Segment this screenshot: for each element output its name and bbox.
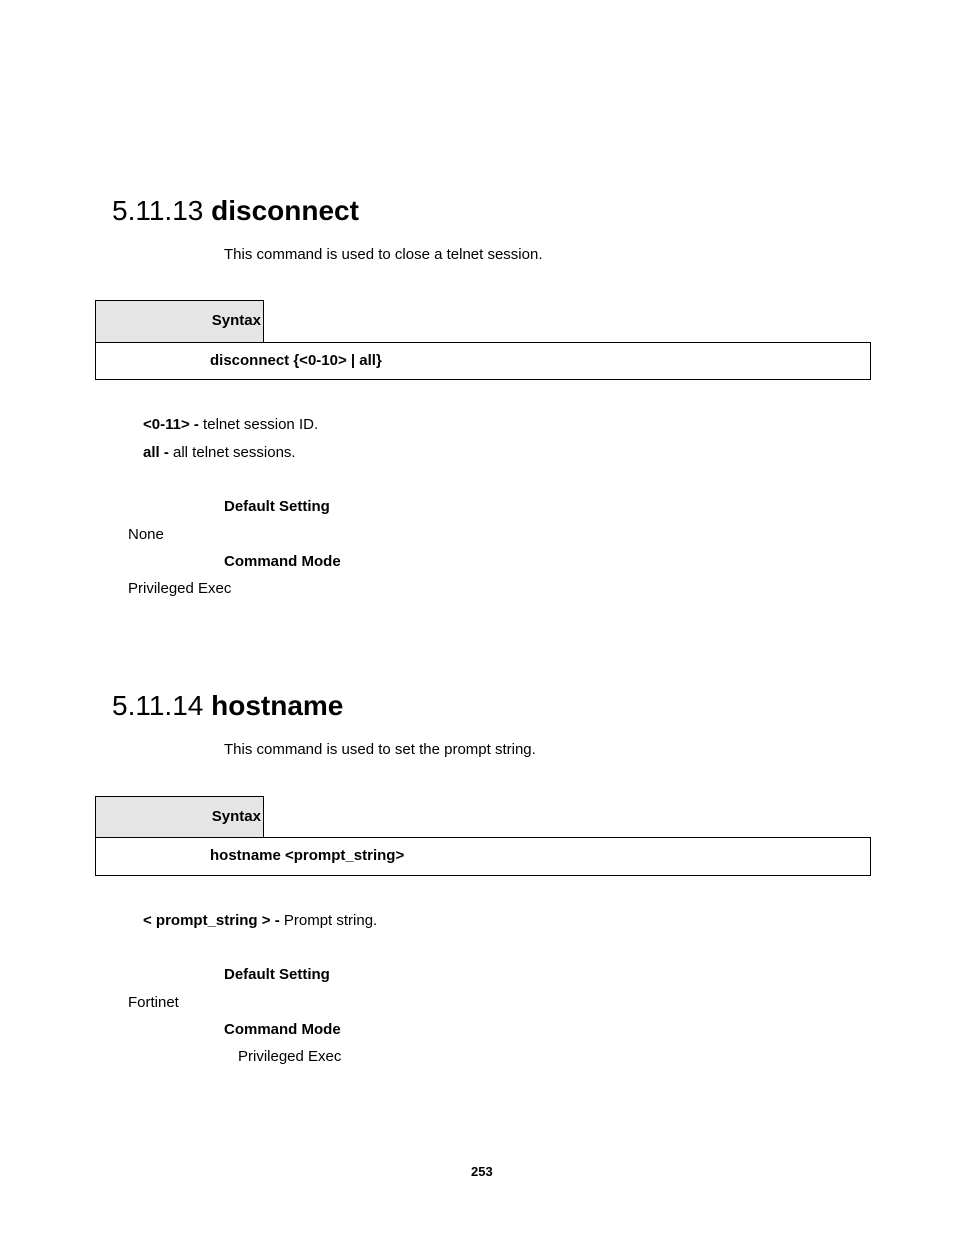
syntax-label: Syntax (211, 808, 261, 825)
command-mode-value: Privileged Exec (128, 580, 232, 597)
section-heading (112, 195, 359, 227)
parameter-name: <0-11> - (143, 416, 199, 433)
command-mode-label: Command Mode (224, 1021, 341, 1038)
parameter-name: < prompt_string > - (143, 912, 280, 929)
parameter-item (143, 912, 377, 930)
parameter-item (143, 416, 318, 434)
default-setting-label: Default Setting (224, 498, 330, 515)
section-number: 5.11.14 (112, 690, 204, 721)
section-description: This command is used to set the prompt string. (224, 741, 536, 758)
default-setting-label: Default Setting (224, 966, 330, 983)
syntax-command: hostname <prompt_string> (210, 847, 405, 864)
parameter-description: telnet session ID. (198, 416, 319, 433)
syntax-command-cell (95, 837, 871, 876)
section-number: 5.11.13 (112, 195, 204, 226)
syntax-command: disconnect {<0-10> | all} (210, 352, 382, 369)
syntax-command-cell (95, 342, 871, 380)
parameter-description: all telnet sessions. (168, 444, 296, 461)
parameter-item (143, 444, 296, 462)
syntax-label-cell (95, 300, 264, 343)
section-title: disconnect (211, 195, 359, 226)
page-number: 253 (471, 1164, 493, 1179)
section-heading (112, 690, 343, 722)
command-mode-value: Privileged Exec (238, 1048, 342, 1065)
default-setting-value: Fortinet (128, 994, 179, 1011)
command-mode-label: Command Mode (224, 553, 341, 570)
default-setting-value: None (128, 526, 164, 543)
syntax-label: Syntax (211, 312, 261, 329)
parameter-description: Prompt string. (279, 912, 378, 929)
syntax-label-cell (95, 796, 264, 838)
section-description: This command is used to close a telnet session. (224, 246, 543, 263)
section-title: hostname (211, 690, 344, 721)
parameter-name: all - (143, 444, 169, 461)
